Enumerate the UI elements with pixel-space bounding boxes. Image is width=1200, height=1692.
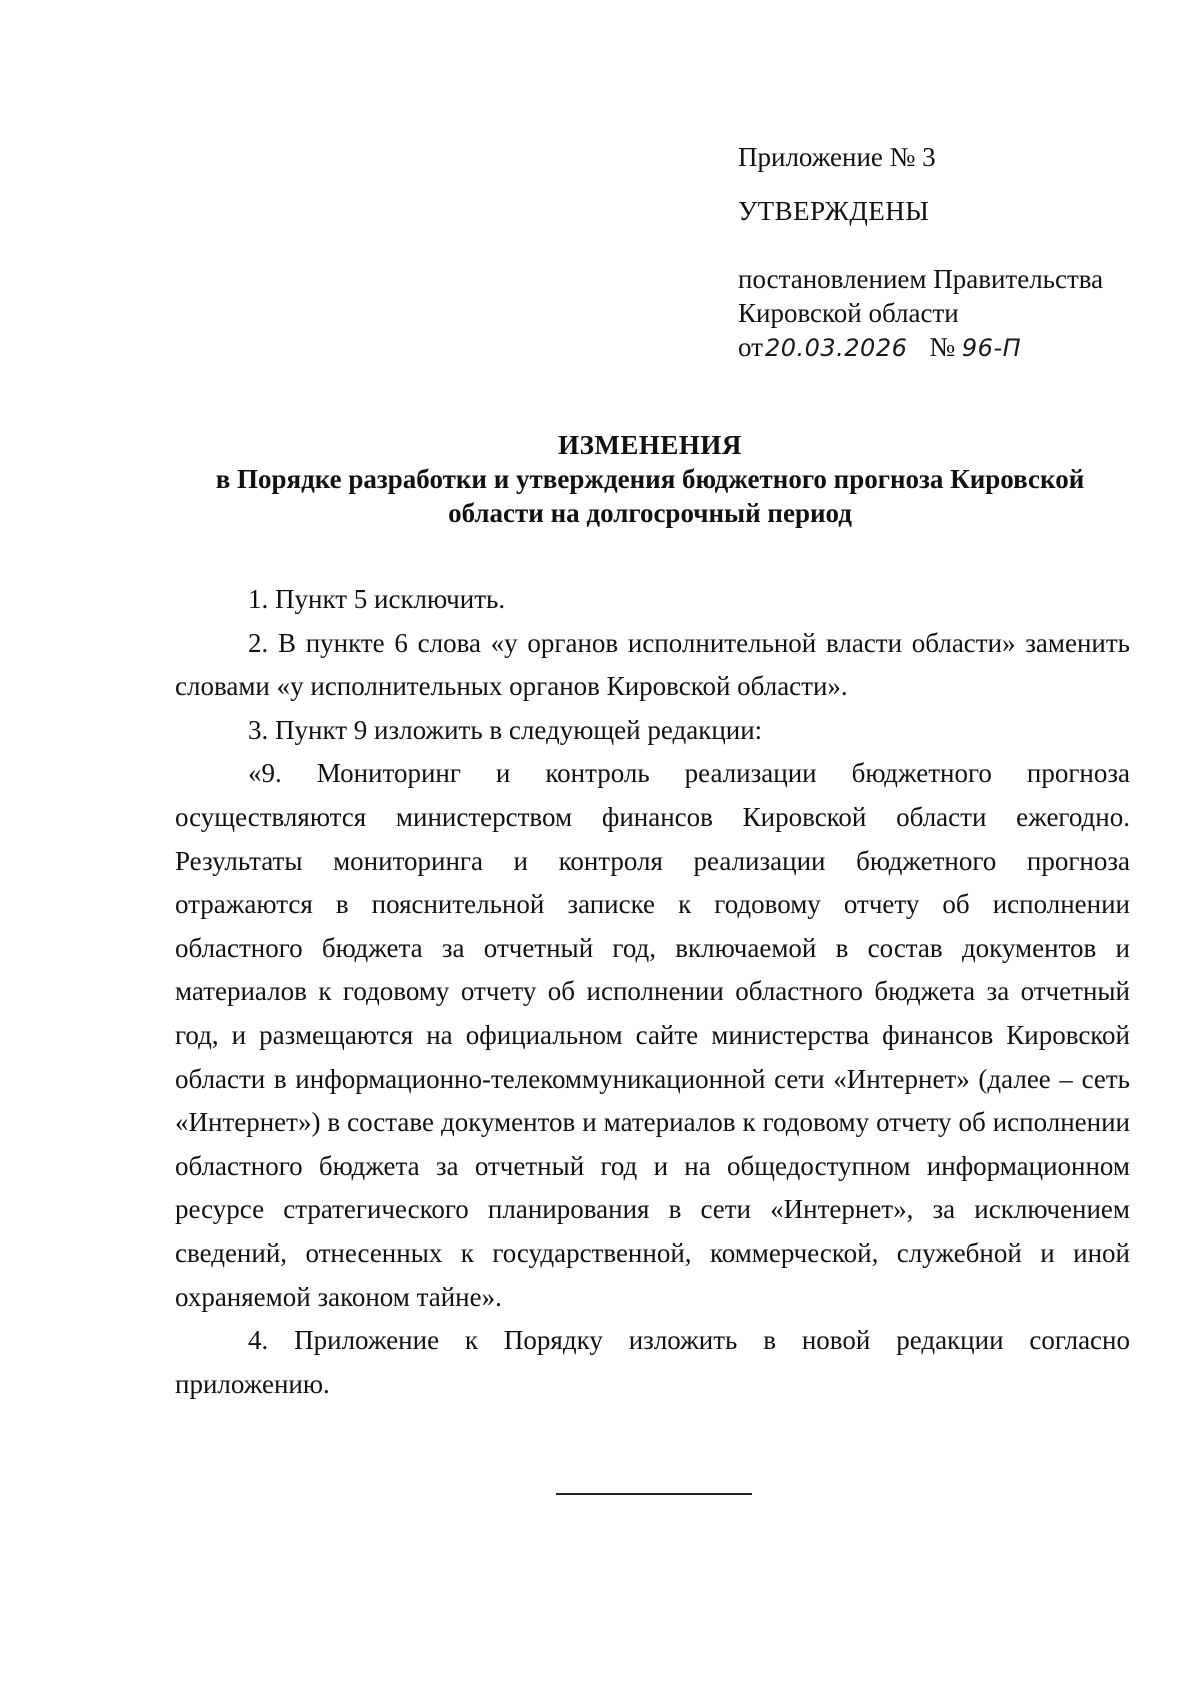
handwritten-number: 96-П <box>961 334 1022 362</box>
appendix-label: Приложение № 3 <box>738 142 936 172</box>
date-prefix: от <box>738 332 763 362</box>
document-subtitle-line-2: области на долгосрочный период <box>448 498 852 528</box>
end-divider <box>556 1493 752 1495</box>
paragraph-3: 3. Пункт 9 изложить в следующей редакции: <box>248 714 763 745</box>
paragraph-1: 1. Пункт 5 исключить. <box>248 584 506 614</box>
approved-label: УТВЕРЖДЕНЫ <box>738 196 930 226</box>
decree-date-line <box>738 330 1158 365</box>
approval-block <box>738 140 1158 365</box>
paragraph-2: 2. В пункте 6 слова «у органов исполнительной власти области» заменить словами «у исполнительных органов Кировской области». <box>175 627 1130 702</box>
number-prefix: № <box>929 332 956 362</box>
document-title-block <box>170 428 1130 530</box>
document-subtitle-line-1: в Порядке разработки и утверждения бюджетного прогноза Кировской <box>215 464 1085 494</box>
document-body <box>175 578 1130 1406</box>
document-title: ИЗМЕНЕНИЯ <box>558 430 742 460</box>
decree-line-1: постановлением Правительства <box>738 264 1104 294</box>
decree-line-2: Кировской области <box>738 298 959 328</box>
paragraph-5: 4. Приложение к Порядку изложить в новой редакции согласно приложению. <box>175 1325 1130 1399</box>
paragraph-4: «9. Мониторинг и контроль реализации бюджетного прогноза осуществляются министерством финансов Кировской области ежегодно. Результаты мониторинга и контроля реализации бюджетного прогноза отражаются в пояснительной записке к годовому отчету об исполнении областного бюджета за отчетный год, включаемой в состав документов и материалов к годовому отчету об исполнении областного бюджета за отчетный год, и размещаются на официальном сайте министерства финансов Кировской области в информационно-телекоммуникационной сети «Интернет» (далее – сеть «Интернет») в составе документов и материалов к годовому отчету об исполнении областного бюджета за отчетный год и на общедоступном информационном ресурсе стратегического планирования в сети «Интернет», за исключением сведений, отнесенных к государственной, коммерческой, служебной и иной охраняемой законом тайне». <box>175 758 1130 1312</box>
handwritten-date: 20.03.2026 <box>764 334 908 362</box>
